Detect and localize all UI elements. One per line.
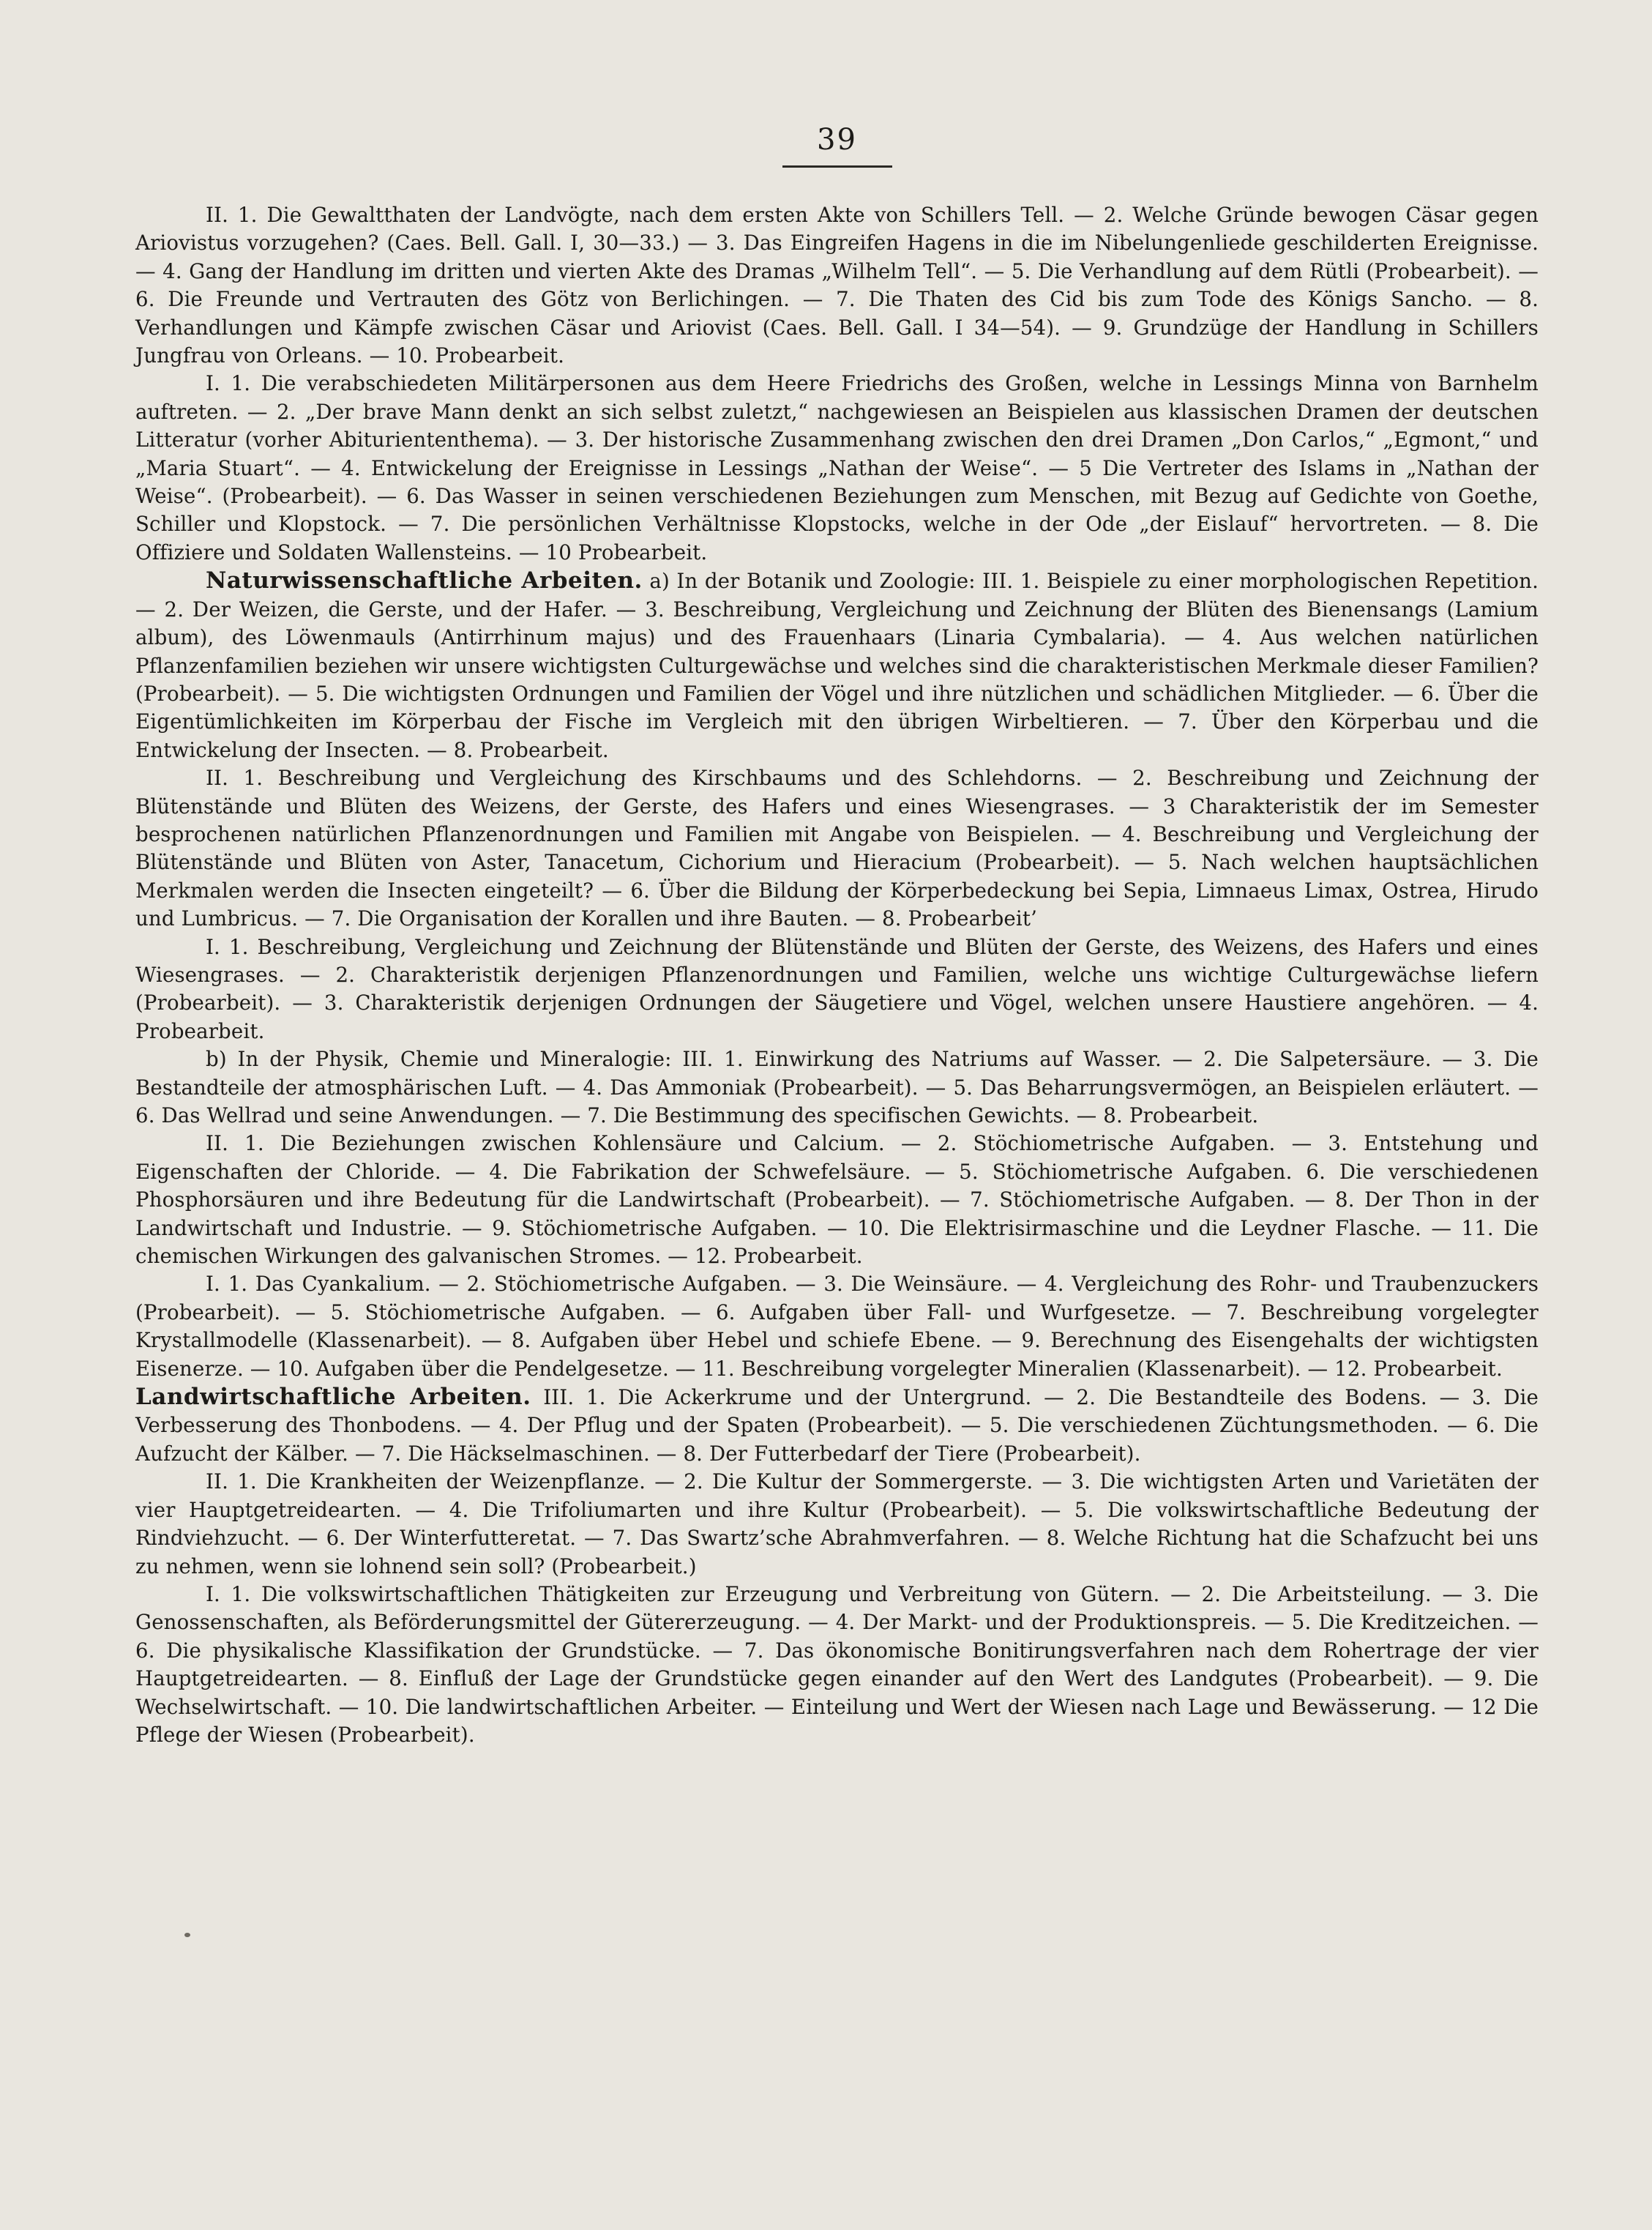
paper-speck xyxy=(184,1933,190,1937)
paragraph-text: II. 1. Die Beziehungen zwischen Kohlensäure und Calcium. — 2. Stöchiometrische Aufgaben. — 3. Entstehung und Eigenschaften der Chloride. — 4. Die Fabrikation der Schwefelsäure. — 5. Stöchiometrische Aufgaben. 6. Die verschiedenen Phosphorsäuren und ihre Bedeutung für die Landwirtschaft (Probearbeit). — 7. Stöchiometrische Aufgaben. — 8. Der Thon in der Landwirtschaft und Industrie. — 9. Stöchiometrische Aufgaben. — 10. Die Elektrisirmaschine und die Leydner Flasche. — 11. Die chemischen Wirkungen des galvanischen Stromes. — 12. Probearbeit. xyxy=(135,1131,1539,1269)
paragraph-text: III. 1. Die Ackerkrume und der Untergrund. — 2. Die Bestandteile des Bodens. — 3. Die Verbesserung des Thonbodens. — 4. Der Pflug und der Spaten (Probearbeit). — 5. Die verschiedenen Züchtungsmethoden. — 6. Die Aufzucht der Kälber. — 7. Die Häckselmaschinen. — 8. Der Futterbedarf der Tiere (Probearbeit). xyxy=(135,1385,1539,1466)
paragraph-german-i xyxy=(135,370,1539,567)
paragraph-agriculture-i xyxy=(135,1581,1539,1749)
paragraph-text: II. 1. Beschreibung und Vergleichung des Kirschbaums und des Schlehdorns. — 2. Beschreibung und Zeichnung der Blütenstände und Blüten des Weizens, der Gerste, des Hafers und eines Wiesengrases. — 3 Charakteristik der im Semester besprochenen natürlichen Pflanzenordnungen und Familien mit Angabe von Beispielen. — 4. Beschreibung und Vergleichung der Blütenstände und Blüten von Aster, Tanacetum, Cichorium und Hieracium (Probearbeit). — 5. Nach welchen hauptsächlichen Merkmalen werden die Insecten eingeteilt? — 6. Über die Bildung der Körperbedeckung bei Sepia, Limnaeus Limax, Ostrea, Hirudo und Lumbricus. — 7. Die Organisation der Korallen und ihre Bauten. — 8. Probearbeit’ xyxy=(135,766,1539,931)
page-number: 39 xyxy=(817,123,857,157)
paragraph-text: a) In der Botanik und Zoologie: III. 1. Beispiele zu einer morphologischen Repetition. — 2. Der Weizen, die Gerste, und der Hafer. — 3. Beschreibung, Vergleichung und Zeichnung der Blüten des Bienensangs (Lamium album), des Löwenmauls (Antirrhinum majus) und des Frauenhaars (Linaria Cymbalaria). — 4. Aus welchen natürlichen Pflanzenfamilien beziehen wir unsere wichtigsten Culturgewächse und welches sind die charakteristischen Merkmale dieser Familien? (Probearbeit). — 5. Die wichtigsten Ordnungen und Familien der Vögel und ihre nützlichen und schädlichen Mitglieder. — 6. Über die Eigentümlichkeiten im Körperbau der Fische im Vergleich mit den übrigen Wirbeltieren. — 7. Über den Körperbau und die Entwickelung der Insecten. — 8. Probearbeit. xyxy=(135,569,1539,762)
paragraph-biology-ii xyxy=(135,764,1539,933)
paragraph-physics-iii xyxy=(135,1045,1539,1130)
paragraph-agriculture-ii xyxy=(135,1468,1539,1581)
section-heading-agriculture: Landwirtschaftliche Arbeiten. xyxy=(135,1384,531,1411)
paragraph-text: II. 1. Die Krankheiten der Weizenpflanze. — 2. Die Kultur der Sommergerste. — 3. Die wichtigsten Arten und Varietäten der vier Hauptgetreidearten. — 4. Die Trifoliumarten und ihre Kultur (Probearbeit). — 5. Die volkswirtschaftliche Bedeutung der Rindviehzucht. — 6. Der Winterfutteretat. — 7. Das Swartz’sche Abrahmverfahren. — 8. Welche Richtung hat die Schafzucht bei uns zu nehmen, wenn sie lohnend sein soll? (Probearbeit.) xyxy=(135,1469,1539,1578)
paragraph-agriculture-iii xyxy=(135,1383,1539,1468)
paragraph-physics-i xyxy=(135,1270,1539,1383)
paragraph-text: I. 1. Das Cyankalium. — 2. Stöchiometrische Aufgaben. — 3. Die Weinsäure. — 4. Vergleichung des Rohr- und Traubenzuckers (Probearbeit). — 5. Stöchiometrische Aufgaben. — 6. Aufgaben über Fall- und Wurfgesetze. — 7. Beschreibung vorgelegter Krystallmodelle (Klassenarbeit). — 8. Aufgaben über Hebel und schiefe Ebene. — 9. Berechnung des Eisengehalts der wichtigsten Eisenerze. — 10. Aufgaben über die Pendelgesetze. — 11. Beschreibung vorgelegter Mineralien (Klassenarbeit). — 12. Probearbeit. xyxy=(135,1272,1539,1381)
paragraph-physics-ii xyxy=(135,1130,1539,1270)
paragraph-text: I. 1. Die volkswirtschaftlichen Thätigkeiten zur Erzeugung und Verbreitung von Gütern. — 2. Die Arbeitsteilung. — 3. Die Genossenschaften, als Beförderungsmittel der Gütererzeugung. — 4. Der Markt- und der Produktionspreis. — 5. Die Kreditzeichen. — 6. Die physikalische Klassifikation der Grundstücke. — 7. Das ökonomische Bonitirungsverfahren nach dem Rohertrage der vier Hauptgetreidearten. — 8. Einfluß der Lage der Grundstücke gegen einander auf den Wert des Landgutes (Probearbeit). — 9. Die Wechselwirtschaft. — 10. Die landwirtschaftlichen Arbeiter. — Einteilung und Wert der Wiesen nach Lage und Bewässerung. — 12 Die Pflege der Wiesen (Probearbeit). xyxy=(135,1581,1539,1747)
paragraph-german-ii xyxy=(135,201,1539,370)
paragraph-text: I. 1. Beschreibung, Vergleichung und Zeichnung der Blütenstände und Blüten der Gerste, des Weizens, des Hafers und eines Wiesengrases. — 2. Charakteristik derjenigen Pflanzenordnungen und Familien, welche uns wichtige Culturgewächse liefern (Probearbeit). — 3. Charakteristik derjenigen Ordnungen der Säugetiere und Vögel, welchen unsere Haustiere angehören. — 4. Probearbeit. xyxy=(135,934,1539,1043)
header-rule xyxy=(782,165,892,168)
paragraph-text: b) In der Physik, Chemie und Mineralogie: III. 1. Einwirkung des Natriums auf Wasser. — 2. Die Salpetersäure. — 3. Die Bestandteile der atmosphärischen Luft. — 4. Das Ammoniak (Probearbeit). — 5. Das Beharrungsvermögen, an Beispielen erläutert. — 6. Das Wellrad und seine Anwendungen. — 7. Die Bestimmung des specifischen Gewichts. — 8. Probearbeit. xyxy=(135,1047,1539,1127)
paragraph-science-iii xyxy=(135,567,1539,764)
section-heading-natural-science: Naturwissenschaftliche Arbeiten. xyxy=(206,567,643,594)
paragraph-biology-i xyxy=(135,933,1539,1046)
paragraph-text: II. 1. Die Gewaltthaten der Landvögte, nach dem ersten Akte von Schillers Tell. — 2. Welche Gründe bewogen Cäsar gegen Ariovistus vorzugehen? (Caes. Bell. Gall. I, 30—33.) — 3. Das Eingreifen Hagens in die im Nibelungenliede geschilderten Ereignisse. — 4. Gang der Handlung im dritten und vierten Akte des Dramas „Wilhelm Tell“. — 5. Die Verhandlung auf dem Rütli (Probearbeit). — 6. Die Freunde und Vertrauten des Götz von Berlichingen. — 7. Die Thaten des Cid bis zum Tode des Königs Sancho. — 8. Verhandlungen und Kämpfe zwischen Cäsar und Ariovist (Caes. Bell. Gall. I 34—54). — 9. Grundzüge der Handlung in Schillers Jungfrau von Orleans. — 10. Probearbeit. xyxy=(135,203,1539,368)
paragraph-text: I. 1. Die verabschiedeten Militärpersonen aus dem Heere Friedrichs des Großen, welche in Lessings Minna von Barnhelm auftreten. — 2. „Der brave Mann denkt an sich selbst zuletzt,“ nachgewiesen an Beispielen aus klassischen Dramen der deutschen Litteratur (vorher Abituriententhema). — 3. Der historische Zusammenhang zwischen den drei Dramen „Don Carlos,“ „Egmont,“ und „Maria Stuart“. — 4. Entwickelung der Ereignisse in Lessings „Nathan der Weise“. — 5 Die Vertreter des Islams in „Nathan der Weise“. (Probearbeit). — 6. Das Wasser in seinen verschiedenen Beziehungen zum Menschen, mit Bezug auf Gedichte von Goethe, Schiller und Klopstock. — 7. Die persönlichen Verhältnisse Klopstocks, welche in der Ode „der Eislauf“ hervortreten. — 8. Die Offiziere und Soldaten Wallensteins. — 10 Probearbeit. xyxy=(135,371,1539,564)
